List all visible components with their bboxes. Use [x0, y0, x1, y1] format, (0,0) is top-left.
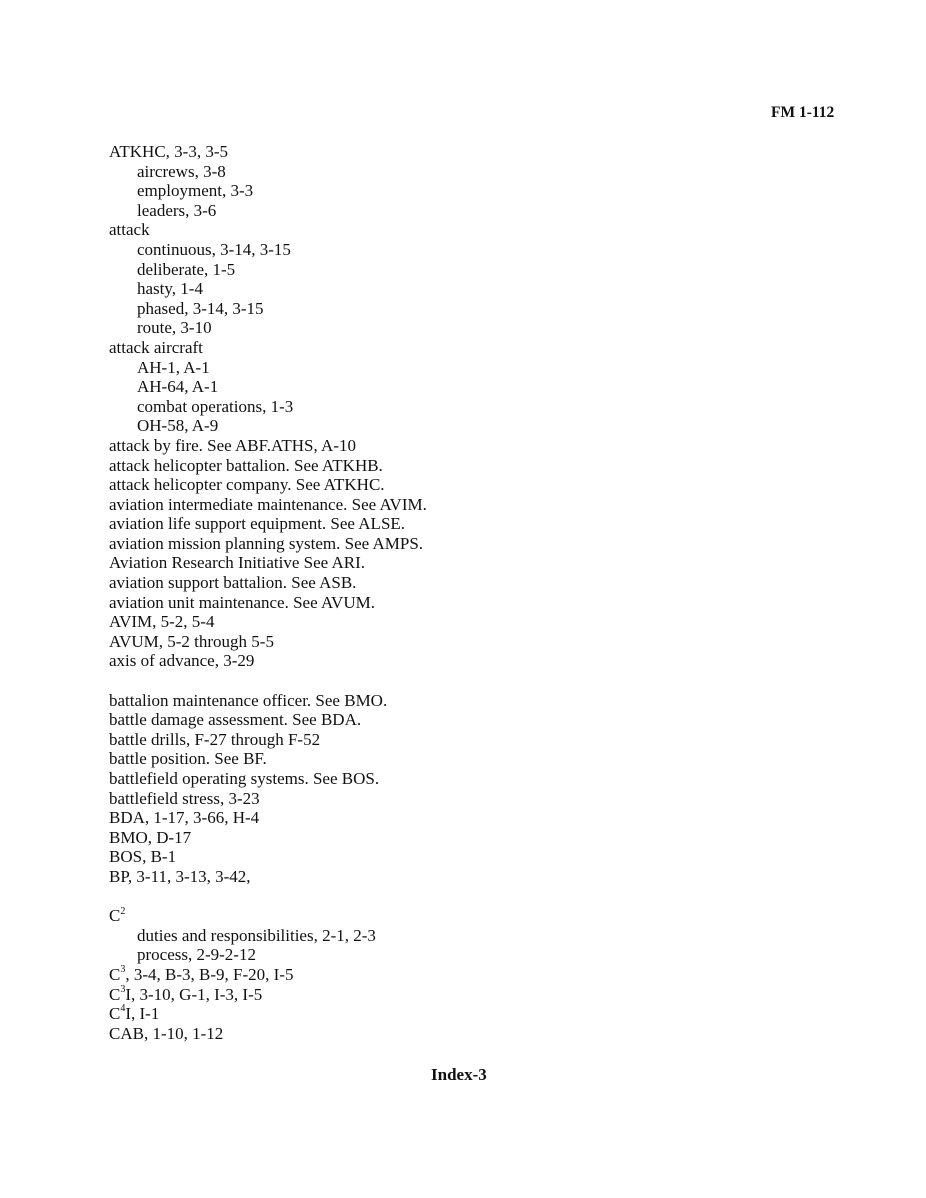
- entry-superscript: 4: [120, 1003, 126, 1015]
- index-entry: battle drills, F-27 through F-52: [109, 729, 321, 749]
- index-entry: aviation life support equipment. See ALSE.: [109, 514, 406, 534]
- index-entry: [109, 985, 869, 1005]
- index-entry: [109, 965, 869, 985]
- index-entry: battle damage assessment. See BDA.: [109, 710, 362, 730]
- section-gap: [109, 671, 869, 691]
- index-entry: [109, 1004, 869, 1024]
- index-entry: Aviation Research Initiative See ARI.: [109, 553, 366, 573]
- index-subentry: route, 3-10: [137, 318, 212, 338]
- index-entry: aviation mission planning system. See AMPS.: [109, 533, 424, 553]
- index-entry: ATKHC, 3-3, 3-5: [109, 142, 228, 161]
- index-entry: AVIM, 5-2, 5-4: [109, 612, 215, 632]
- index-subentry: AH-64, A-1: [137, 377, 219, 397]
- index-entry: axis of advance, 3-29: [109, 651, 255, 671]
- document-id-header: FM 1-112: [771, 104, 835, 121]
- index-subentry: AH-1, A-1: [137, 357, 210, 377]
- entry-term: C: [109, 984, 121, 1004]
- index-entry: AVUM, 5-2 through 5-5: [109, 631, 274, 651]
- index-subentry: duties and responsibilities, 2-1, 2-3: [137, 925, 376, 945]
- page-number-footer: Index-3: [431, 1065, 487, 1084]
- index-entry: attack: [109, 220, 150, 240]
- index-entry: BOS, B-1: [109, 847, 177, 867]
- index-entry: [109, 906, 869, 926]
- entry-remainder: , 3-4, B-3, B-9, F-20, I-5: [125, 964, 294, 984]
- index-entry: CAB, 1-10, 1-12: [109, 1023, 224, 1043]
- index-entry: battle position. See BF.: [109, 749, 267, 769]
- index-subentry: hasty, 1-4: [137, 279, 203, 299]
- index-entry: attack aircraft: [109, 337, 203, 357]
- index-entry: battlefield stress, 3-23: [109, 788, 260, 808]
- entry-term: C: [109, 906, 121, 926]
- index-entry: aviation support battalion. See ASB.: [109, 573, 357, 593]
- index-entry: attack by fire. See ABF.ATHS, A-10: [109, 435, 356, 455]
- index-subentry: combat operations, 1-3: [137, 396, 294, 416]
- index-subentry: OH-58, A-9: [137, 416, 219, 436]
- entry-superscript: 3: [120, 964, 126, 976]
- index-subentry: employment, 3-3: [137, 181, 254, 201]
- entry-superscript: 2: [120, 905, 126, 917]
- index-entry: aviation intermediate maintenance. See AVIM.: [109, 494, 427, 514]
- index-body: [109, 142, 869, 1043]
- index-subentry: leaders, 3-6: [137, 200, 217, 220]
- index-subentry: process, 2-9-2-12: [137, 945, 256, 965]
- index-subentry: deliberate, 1-5: [137, 259, 236, 279]
- index-entry: battalion maintenance officer. See BMO.: [109, 690, 388, 710]
- entry-term: C: [109, 964, 121, 984]
- index-subentry: phased, 3-14, 3-15: [137, 298, 264, 318]
- index-entry: aviation unit maintenance. See AVUM.: [109, 592, 375, 612]
- entry-superscript: 3: [120, 983, 126, 995]
- index-subentry: continuous, 3-14, 3-15: [137, 239, 291, 259]
- section-gap: [109, 887, 869, 907]
- entry-term: C: [109, 1004, 121, 1024]
- index-entry: attack helicopter battalion. See ATKHB.: [109, 455, 383, 475]
- index-entry: BP, 3-11, 3-13, 3-42,: [109, 866, 251, 886]
- index-entry: attack helicopter company. See ATKHC.: [109, 475, 385, 495]
- index-entry: BDA, 1-17, 3-66, H-4: [109, 808, 260, 828]
- index-entry: battlefield operating systems. See BOS.: [109, 769, 380, 788]
- index-subentry: aircrews, 3-8: [137, 161, 226, 181]
- entry-remainder: I, I-1: [125, 1004, 160, 1024]
- entry-remainder: I, 3-10, G-1, I-3, I-5: [125, 984, 263, 1004]
- index-entry: BMO, D-17: [109, 827, 192, 847]
